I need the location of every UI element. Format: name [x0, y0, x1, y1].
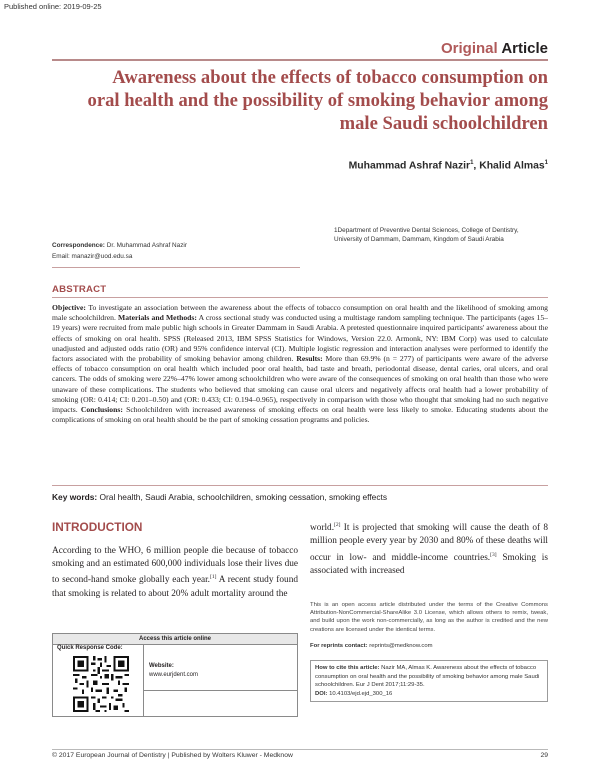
- cite-label: How to cite this article:: [315, 665, 380, 671]
- reprints-label: For reprints contact:: [310, 643, 368, 649]
- qr-cell: [53, 644, 144, 716]
- doi-value[interactable]: 10.4103/ejd.ejd_300_16: [329, 690, 393, 697]
- keywords-rule: [52, 485, 548, 486]
- citation-ref[interactable]: [2]: [334, 522, 341, 528]
- author-affil-mark: 1: [544, 160, 548, 166]
- author-name: Muhammad Ashraf Nazir: [348, 160, 471, 172]
- page-number: 29: [540, 752, 548, 759]
- results-label: Results:: [296, 354, 323, 364]
- intro-text: Smoking is associated with increased: [310, 552, 548, 576]
- access-box-lower-cell: [143, 690, 297, 716]
- article-type-label: [441, 40, 548, 57]
- article-type-word2: Article: [501, 40, 548, 57]
- keywords-text: Oral health, Saudi Arabia, schoolchildren, smoking cessation, smoking effects: [99, 492, 388, 502]
- abstract-body: [52, 303, 548, 425]
- website-link[interactable]: www.eurjdent.com: [149, 672, 199, 678]
- reprints-note: [310, 643, 433, 649]
- author-name: Khalid Almas: [479, 160, 545, 172]
- objective-label: Objective:: [52, 303, 86, 312]
- correspondence: [52, 240, 187, 262]
- keywords: [52, 492, 548, 502]
- access-online-box: [52, 633, 298, 717]
- header-rule: [52, 59, 548, 61]
- correspondence-email[interactable]: manazir@uod.edu.sa: [71, 253, 133, 260]
- keywords-label: Key words:: [52, 492, 98, 502]
- intro-text: A recent study found that smoking is related to about 20% adult mortality around the: [52, 575, 298, 599]
- correspondence-name: Dr. Muhammad Ashraf Nazir: [106, 242, 187, 249]
- methods-label: Materials and Methods:: [118, 313, 197, 323]
- citation-ref[interactable]: [3]: [490, 551, 497, 558]
- introduction-heading: INTRODUCTION: [52, 520, 143, 534]
- email-label: Email:: [52, 253, 70, 260]
- author-separator: ,: [473, 160, 480, 172]
- cite-text: Nazir MA, Almas K. Awareness about the effects of tobacco consumption on oral health and the possibility of smoking behavior among male Saudi schoolchildren. Eur J Dent 2017;11:29-35.: [315, 665, 540, 689]
- introduction-left-column: [52, 545, 298, 601]
- qr-code-icon[interactable]: [73, 656, 129, 712]
- reprints-email[interactable]: reprints@medknow.com: [369, 643, 433, 649]
- website-label: Website:: [149, 663, 174, 669]
- objective-text: To investigate an association between the awareness about the effects of tobacco consumption on oral health and the likelihood of smoking among male schoolchildren.: [52, 303, 548, 323]
- conclusions-label: Conclusions:: [80, 405, 123, 415]
- author-line: [349, 160, 548, 171]
- qr-label: Quick Response Code:: [57, 645, 123, 651]
- citation-box: [310, 660, 548, 702]
- affiliation: 1Department of Preventive Dental Sciences, College of Dentistry, University of Dammam, Dammam, Kingdom of Saudi Arabia: [334, 227, 519, 243]
- published-date: Published online: 2019-09-25: [4, 2, 102, 11]
- footer-copyright: © 2017 European Journal of Dentistry | Published by Wolters Kluwer - Medknow: [52, 752, 293, 759]
- access-box-title: Access this article online: [53, 634, 297, 645]
- paper-title: Awareness about the effects of tobacco consumption on oral health and the possibility of smoking behavior among male Saudi schoolchildren: [87, 67, 548, 134]
- intro-text: According to the WHO, 6 million people die because of tobacco smoking and an estimated 600,000 individuals lose their lives due to second-hand smoke globally each year.: [52, 546, 298, 586]
- methods-text: A cross sectional study was conducted using a multistage random sampling technique. The participants (ages 15–19 years) were recruited from male public high schools in Greater Dammam in Saudi Arabia. A pretested questionnaire inquired participants' awareness about the effects of smoking on oral health. SPSS (Released 2013, IBM SPSS Statistics for Windows, Version 22.0. Armonk, NY: IBM Corp) was used to calculate unadjusted and adjusted odds ratio (OR) and 95% confidence interval (CI). Multiple logistic regression and interaction analyses were performed to identify the factors associated with the probability of smoking behavior among children.: [52, 313, 548, 364]
- intro-text: It is projected that smoking will cause the death of 8 million people every year by 2030 and 80% of these deaths will occur in low- and middle-income countries.: [310, 523, 548, 563]
- results-text: More than 69.9% (n = 277) of participants were aware of the adverse effects of tobacco consumption on oral health which included poor oral health, bad taste and breath, periodontal disease, dental caries, oral ulcers, and oral cancers. The odds of smoking were 22%–47% lower among schoolchildren who were aware of the consequences of smoking on oral health than those who were unaware of these complications. The students who believed that smoking can cause oral ulcers and negatively affects oral health had a lower probability of smoking (OR: 0.414; CI: 0.201–0.50) and (OR: 0.433; CI: 0.194–0.965), respectively in comparison with those who thought that smoking had no such negative impacts.: [52, 354, 548, 415]
- article-type-word1: Original: [441, 40, 498, 57]
- conclusions-text: Schoolchildren with increased awareness of smoking effects on oral health were less likely to smoke. Educating students about the complications of smoking on oral health should be the part of smoking cessation programs and policies.: [52, 405, 548, 425]
- intro-text: world.: [310, 523, 335, 534]
- doi-label: DOI:: [315, 690, 328, 697]
- citation-ref[interactable]: [1]: [209, 574, 217, 581]
- correspondence-label: Correspondence:: [52, 242, 105, 249]
- website-cell: [149, 662, 198, 680]
- author-affil-mark: 1: [470, 160, 474, 166]
- page-footer: [52, 752, 548, 759]
- license-note: This is an open access article distributed under the terms of the Creative Commons Attribution-NonCommercial-ShareAlike 3.0 License, which allows others to remix, tweak, and build upon the work non-commercially, as long as the author is credited and the new creations are licensed under the identical terms.: [310, 602, 548, 633]
- abstract-rule: [52, 297, 548, 298]
- correspondence-rule: [52, 267, 300, 268]
- footer-rule: [52, 749, 548, 750]
- introduction-right-column: [310, 519, 548, 578]
- abstract-heading: ABSTRACT: [52, 284, 107, 295]
